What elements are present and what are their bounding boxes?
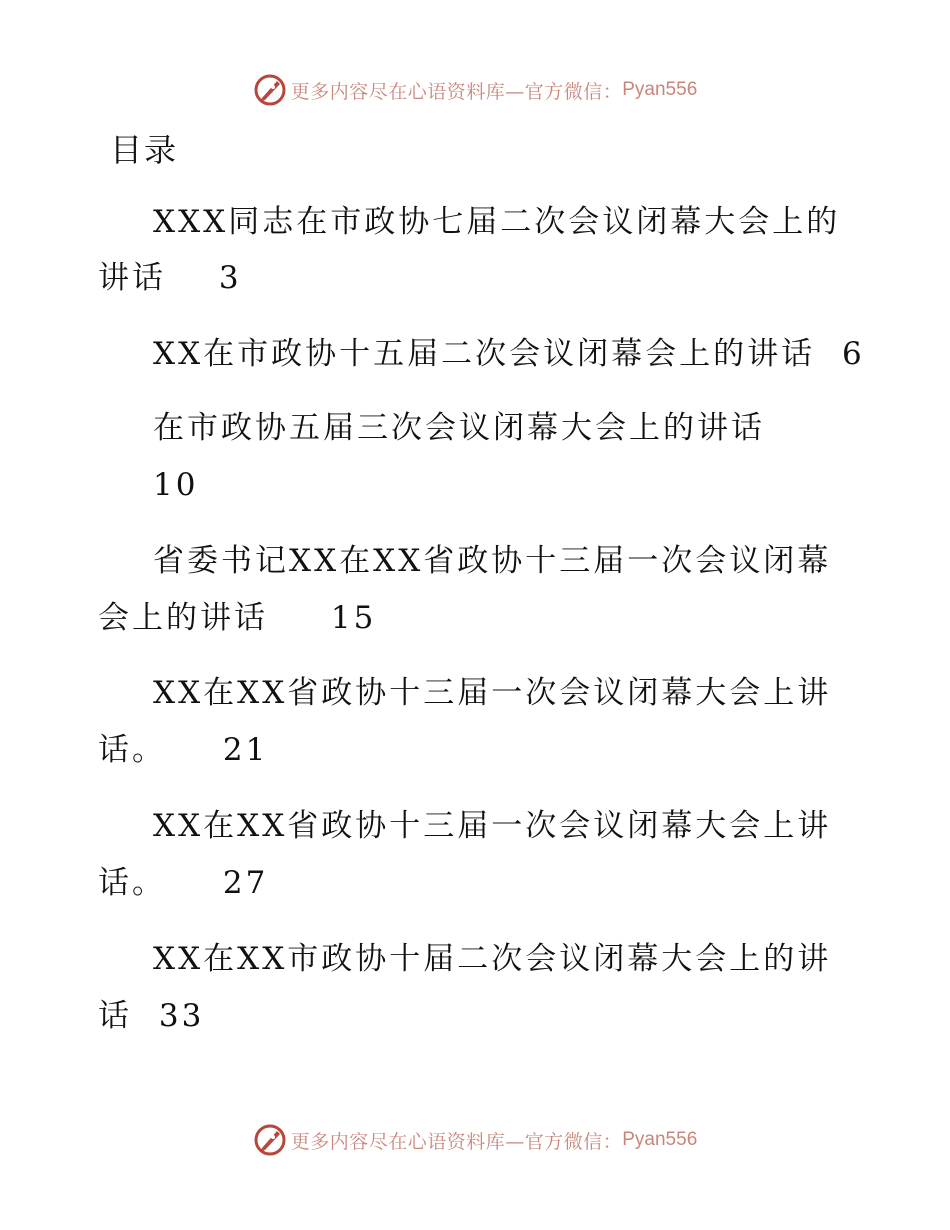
toc-entry-5-line1[interactable]: XX在XX省政协十三届一次会议闭幕大会上讲 (153, 675, 832, 711)
toc-entry-5-line2[interactable] (98, 730, 268, 770)
toc-entry-text: 话。 (98, 732, 166, 768)
toc-page-number: 15 (330, 600, 377, 636)
header-watermark (0, 70, 950, 110)
toc-page-number: 27 (222, 865, 269, 901)
toc-page-number: 6 (842, 336, 865, 372)
toc-page-number: 33 (158, 998, 205, 1034)
pen-circle-logo-icon (253, 1123, 287, 1157)
toc-entry-text: 会上的讲话 (98, 600, 268, 636)
toc-entry-text: 话。 (98, 865, 166, 901)
watermark-text: 更多内容尽在心语资料库—官方微信： (290, 80, 623, 103)
toc-entry-7-line2[interactable] (98, 996, 204, 1036)
toc-entry-3-line1[interactable]: 在市政协五届三次会议闭幕大会上的讲话 (153, 410, 765, 446)
toc-entry-4-line2[interactable] (98, 598, 376, 638)
toc-page-number: 3 (218, 260, 242, 296)
toc-entry-2[interactable] (153, 334, 865, 374)
footer-watermark (0, 1120, 950, 1160)
toc-entry-1-line1[interactable]: XXX同志在市政协七届二次会议闭幕大会上的 (153, 204, 841, 240)
toc-entry-7-line1[interactable]: XX在XX市政协十届二次会议闭幕大会上的讲 (153, 941, 832, 977)
toc-entry-text: XX在市政协十五届二次会议闭幕会上的讲话 (153, 336, 816, 372)
toc-entry-3-page[interactable]: 10 (153, 467, 199, 503)
watermark-text: 更多内容尽在心语资料库—官方微信： (290, 1130, 623, 1153)
pen-circle-logo-icon (253, 73, 287, 107)
toc-title: 目录 (110, 131, 179, 169)
toc-entry-6-line2[interactable] (98, 863, 268, 903)
watermark-wechat-id: Pyan556 (622, 1129, 698, 1150)
watermark-wechat-id: Pyan556 (622, 79, 698, 100)
toc-page-number: 21 (222, 732, 269, 768)
toc-entry-1-line2[interactable] (98, 258, 242, 298)
toc-entry-text: 讲话 (98, 260, 166, 296)
toc-entry-4-line1[interactable]: 省委书记XX在XX省政协十三届一次会议闭幕 (153, 543, 832, 579)
toc-entry-6-line1[interactable]: XX在XX省政协十三届一次会议闭幕大会上讲 (153, 808, 832, 844)
toc-entry-text: 话 (98, 998, 132, 1034)
